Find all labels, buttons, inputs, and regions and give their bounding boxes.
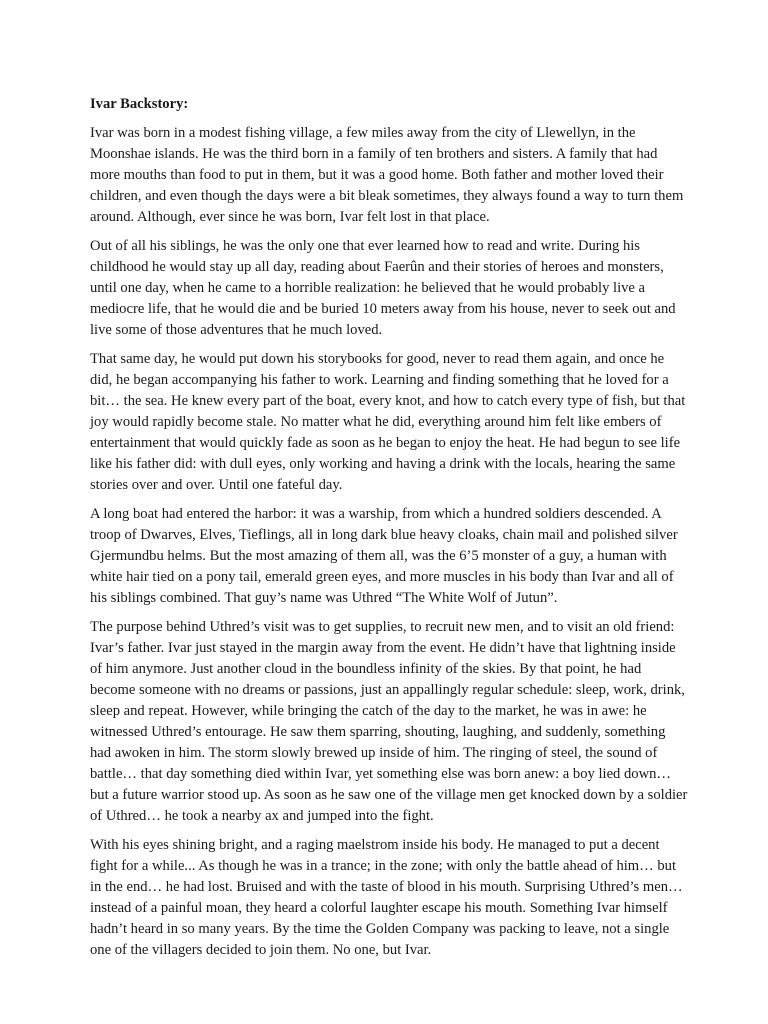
document-title: Ivar Backstory: [90, 96, 189, 112]
paragraph-1: Ivar was born in a modest fishing village, a few miles away from the city of Llewellyn, in the Moonshae islands. He was the third born in a family of ten brothers and sisters. A family that had more mouths than food to put in them, but it was a good home. Both father and mother loved their children, and even though the days were a bit bleak sometimes, they always found a way to turn them around. Although, ever since he was born, Ivar felt lost in that place. [90, 125, 684, 225]
paragraph-4: A long boat had entered the harbor: it was a warship, from which a hundred soldiers descended. A troop of Dwarves, Elves, Tieflings, all in long dark blue heavy cloaks, chain mail and polished silver Gjermundbu helms. But the most amazing of them all, was the 6’5 monster of a guy, a human with white hair tied on a pony tail, emerald green eyes, and more muscles in his body than Ivar and all of his siblings combined. That guy’s name was Uthred “The White Wolf of Jutun”. [90, 506, 678, 606]
paragraph-5: The purpose behind Uthred’s visit was to get supplies, to recruit new men, and to visit an old friend: Ivar’s father. Ivar just stayed in the margin away from the event. He didn’t have that lightning inside of him anymore. Just another cloud in the boundless infinity of the skies. By that point, he had become someone with no dreams or passions, just an appallingly regular schedule: sleep, work, drink, sleep and repeat. However, while bringing the catch of the day to the market, he was in awe: he witnessed Uthred’s entourage. He saw them sparring, shouting, laughing, and suddenly, something had awoken in him. The storm slowly brewed up inside of him. The ringing of steel, the sound of battle… that day something died within Ivar, yet something else was born anew: a boy lied down… but a future warrior stood up. As soon as he saw one of the village men get knocked down by a soldier of Uthred… he took a nearby ax and jumped into the fight. [90, 619, 688, 824]
paragraph-3: That same day, he would put down his storybooks for good, never to read them again, and once he did, he began accompanying his father to work. Learning and finding something that he loved for a bit… the sea. He knew every part of the boat, every knot, and how to catch every type of fish, but that joy would rapidly become stale. No matter what he did, everything around him felt like embers of entertainment that would quickly fade as soon as he began to enjoy the heat. He had begun to see life like his father did: with dull eyes, only working and having a drink with the locals, hearing the same stories over and over. Until one fateful day. [90, 351, 686, 493]
paragraph-2: Out of all his siblings, he was the only one that ever learned how to read and write. During his childhood he would stay up all day, reading about Faerûn and their stories of heroes and monsters, until one day, when he came to a horrible realization: he believed that he would probably live a mediocre life, that he would die and be buried 10 meters away from his house, never to seek out and live some of those adventures that he much loved. [90, 238, 676, 338]
paragraph-6: With his eyes shining bright, and a raging maelstrom inside his body. He managed to put a decent fight for a while... As though he was in a trance; in the zone; with only the battle ahead of him… but in the end… he had lost. Bruised and with the taste of blood in his mouth. Surprising Uthred’s men… instead of a painful moan, they heard a colorful laughter escape his mouth. Something Ivar himself hadn’t heard in so many years. By the time the Golden Company was packing to leave, not a single one of the villagers decided to join them. No one, but Ivar. [90, 837, 683, 958]
document-page [90, 94, 690, 969]
